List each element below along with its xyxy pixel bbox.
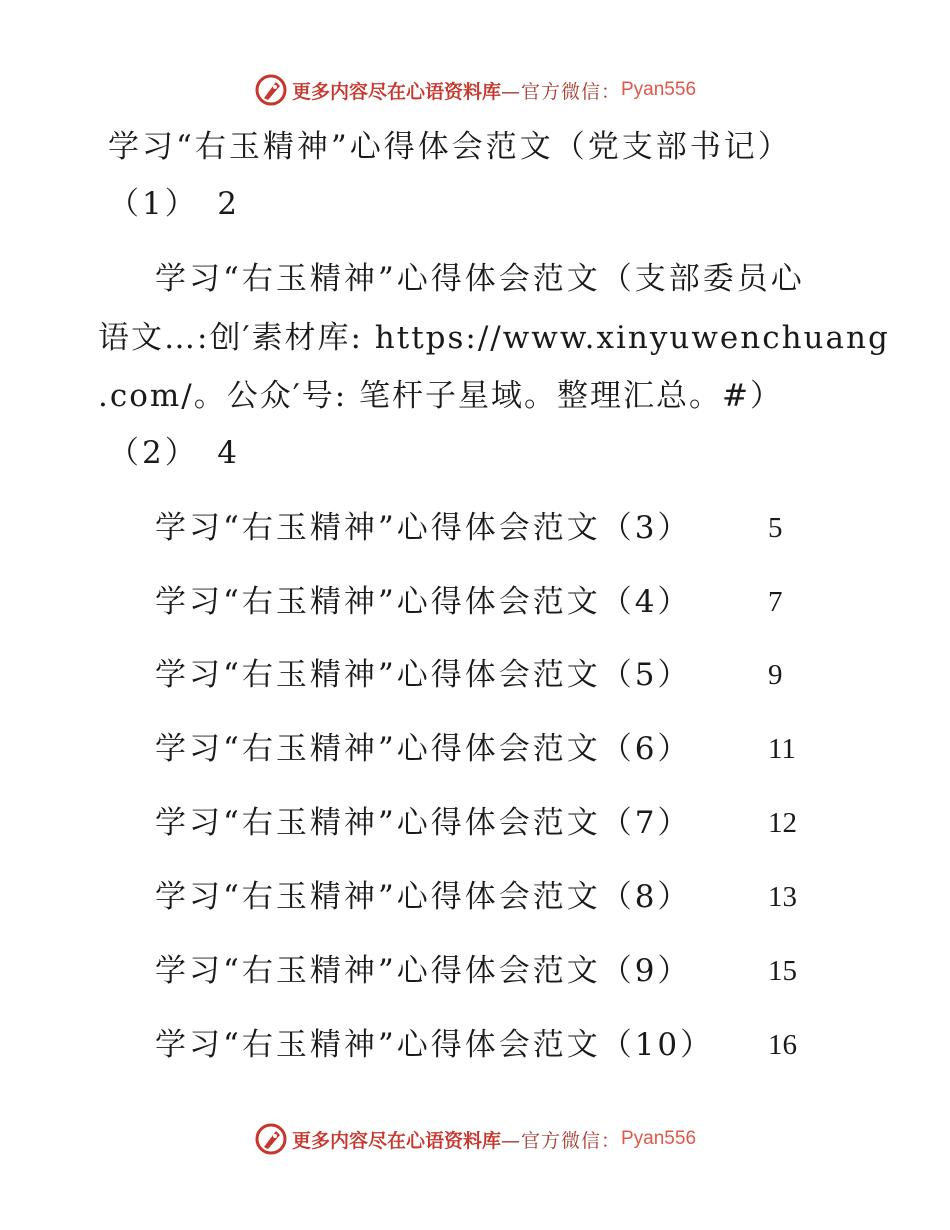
footer-banner (0, 1119, 950, 1159)
toc-entry-2-line-3: .com/。公众′号: 笔杆子星域。整理汇总。#） (98, 378, 784, 414)
toc-item-page: 16 (768, 1029, 797, 1061)
banner-wechat-id: Pyan556 (621, 1128, 697, 1149)
toc-item-title: 学习“右玉精神”心得体会范文（4） (155, 584, 692, 620)
toc-entry-1-line-2: （1） 2 (108, 186, 240, 222)
toc-entry-2-line-4: （2） 4 (108, 435, 240, 471)
toc-item-page: 11 (768, 733, 796, 765)
banner-wechat-id: Pyan556 (621, 79, 697, 100)
toc-item-page: 15 (768, 955, 797, 987)
banner-official-label: —官方微信： (500, 1129, 621, 1152)
toc-item-title: 学习“右玉精神”心得体会范文（10） (155, 1027, 715, 1063)
pen-nib-logo-icon (254, 1122, 288, 1156)
toc-entry-1-line-1: 学习“右玉精神”心得体会范文（党支部书记） (108, 129, 792, 165)
toc-item-page: 5 (768, 512, 783, 544)
banner-official-label: —官方微信： (500, 80, 621, 103)
banner-text: 更多内容尽在心语资料库 (291, 1129, 501, 1152)
pen-nib-logo-icon (254, 73, 288, 107)
toc-item-title: 学习“右玉精神”心得体会范文（3） (155, 510, 692, 546)
toc-item-title: 学习“右玉精神”心得体会范文（6） (155, 731, 692, 767)
header-banner (0, 70, 950, 110)
toc-entry-2-line-1: 学习“右玉精神”心得体会范文（支部委员心 (155, 261, 805, 297)
toc-item-title: 学习“右玉精神”心得体会范文（9） (155, 953, 692, 989)
toc-item-page: 9 (768, 659, 783, 691)
toc-item-page: 13 (768, 881, 797, 913)
toc-item-title: 学习“右玉精神”心得体会范文（8） (155, 879, 692, 915)
toc-item-page: 12 (768, 807, 797, 839)
banner-text: 更多内容尽在心语资料库 (291, 80, 501, 103)
toc-item-title: 学习“右玉精神”心得体会范文（5） (155, 657, 692, 693)
toc-entry-2-line-2: 语文…:创′素材库: https://www.xinyuwenchuang (98, 320, 890, 356)
toc-item-title: 学习“右玉精神”心得体会范文（7） (155, 805, 692, 841)
toc-item-page: 7 (768, 586, 783, 618)
